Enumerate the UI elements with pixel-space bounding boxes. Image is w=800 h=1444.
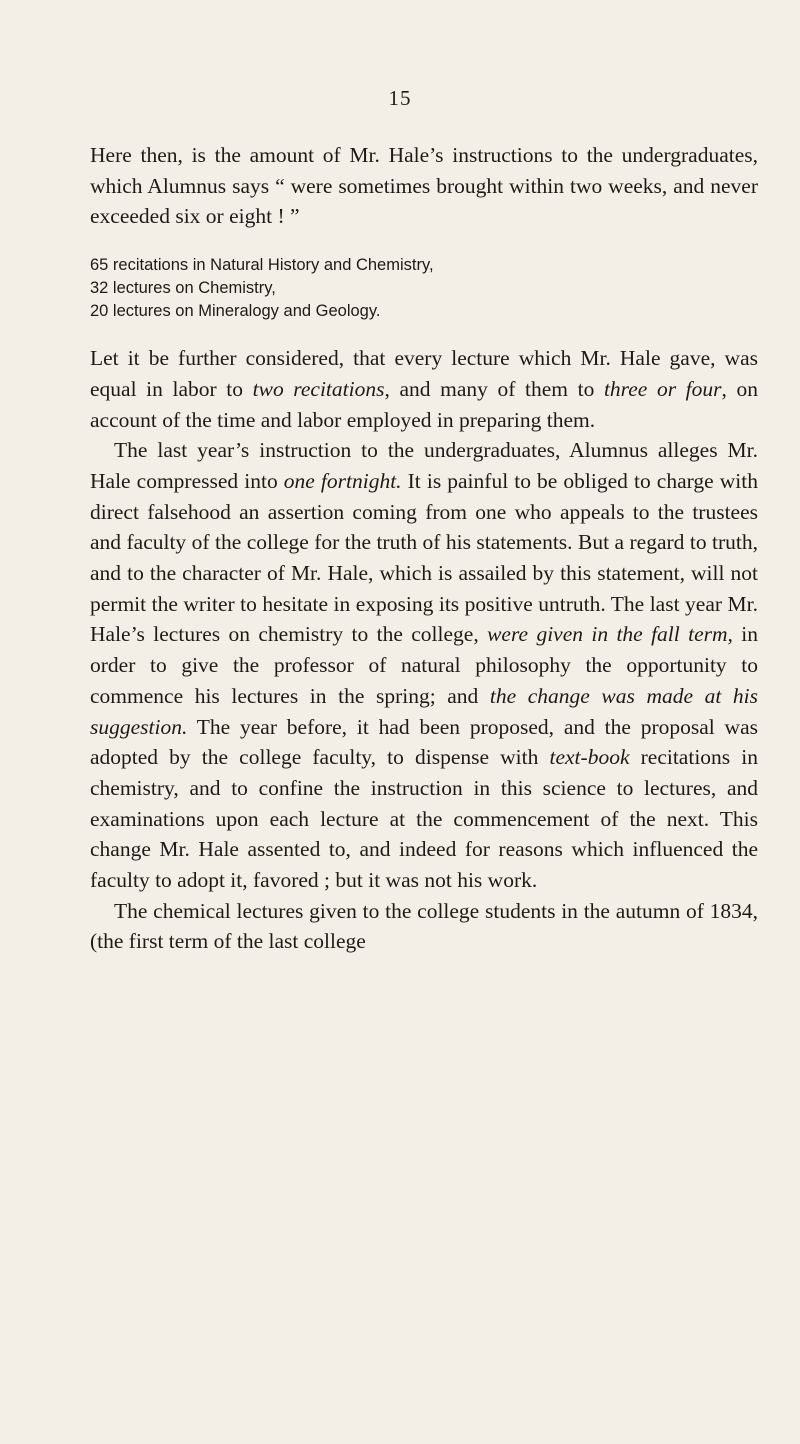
paragraph-1: Here then, is the amount of Mr. Hale’s instructions to the undergraduates, which Alumnus says “ were sometimes brought within two weeks, and never exceeded six or eight ! ” bbox=[90, 143, 758, 229]
emphasis: were given in the fall term, bbox=[487, 622, 733, 647]
emphasis: one fortnight. bbox=[283, 468, 402, 493]
emphasis: three or four bbox=[603, 376, 722, 401]
page-number: 15 bbox=[388, 86, 412, 110]
emphasis: text-book bbox=[549, 745, 630, 770]
list-item: 65 recitations in Natural History and Chemistry, bbox=[90, 256, 434, 275]
emphasis: the change was made at his suggestion. bbox=[90, 683, 758, 739]
list-item: 20 lectures on Mineralogy and Geology. bbox=[90, 302, 381, 321]
body-text bbox=[90, 140, 758, 957]
paragraph-2: Let it be further considered, that every lecture which Mr. Hale gave, was equal in labor to two recitations, and many of them to three or four, on account of the time and labor employed in preparing them. bbox=[90, 346, 759, 432]
course-count-list bbox=[90, 254, 758, 323]
list-item: 32 lectures on Chemistry, bbox=[90, 279, 276, 298]
paragraph-3: The last year’s instruction to the undergraduates, Alumnus alleges Mr. Hale compressed into one fortnight. It is painful to be obliged to charge with direct falsehood an assertion coming from one who appeals to the trustees and faculty of the college for the truth of his statements. But a regard to truth, and to the character of Mr. Hale, which is assailed by this statement, will not permit the writer to hesitate in exposing its positive untruth. The last year Mr. Hale’s lectures on chemistry to the college, were given in the fall term, in order to give the professor of natural philosophy the opportunity to commence his lectures in the spring; and the change was made at his suggestion. The year before, it had been proposed, and the proposal was adopted by the college faculty, to dispense with text-book recitations in chemistry, and to confine the instruction in this science to lectures, and examinations upon each lecture at the commencement of the next. This change Mr. Hale assented to, and indeed for reasons which influenced the faculty to adopt it, favored ; but it was not his work. bbox=[90, 438, 759, 893]
emphasis: two recitations bbox=[252, 376, 385, 401]
paragraph-4: The chemical lectures given to the college students in the autumn of 1834, (the first term of the last college bbox=[90, 898, 758, 954]
